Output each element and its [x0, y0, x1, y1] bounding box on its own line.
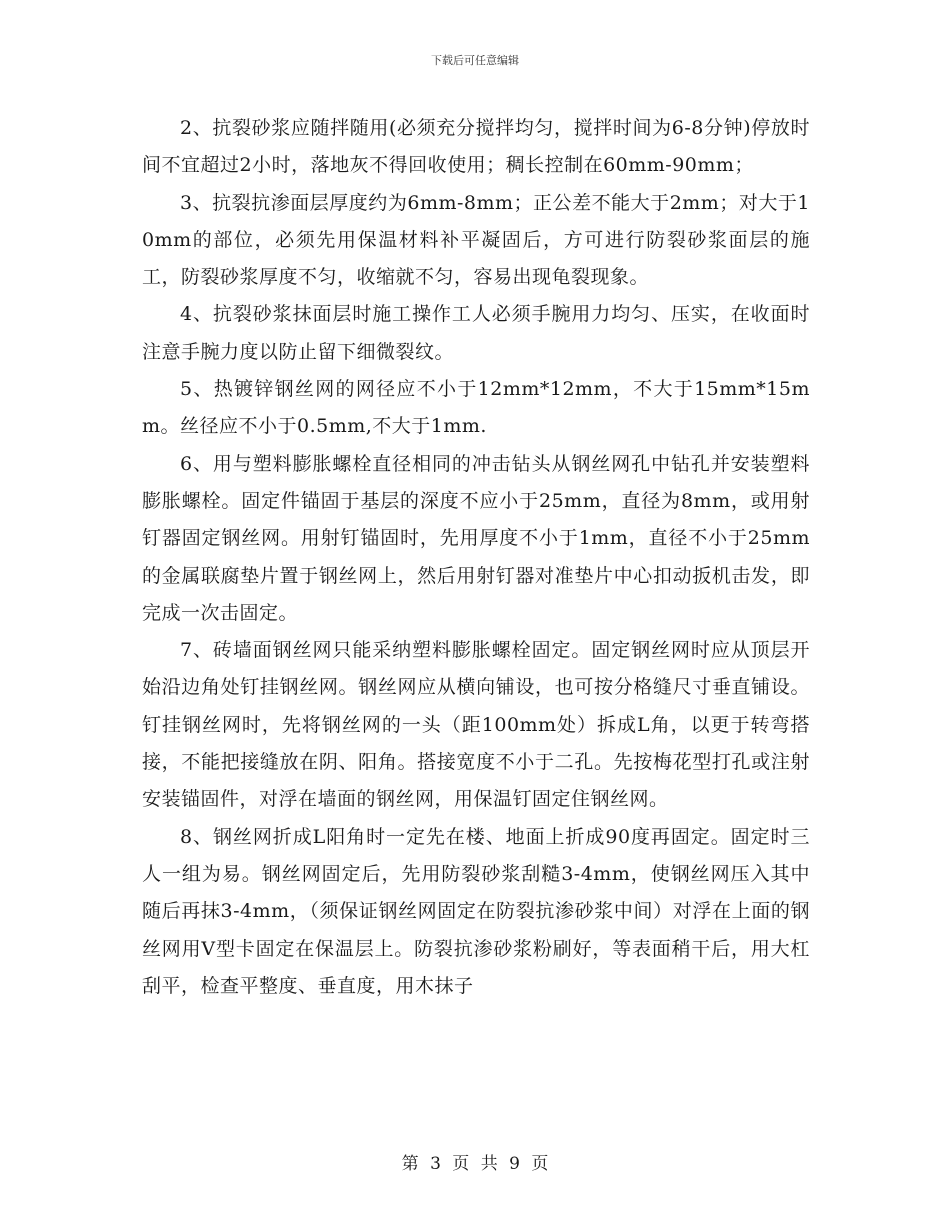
footer-page-unit: 页 — [452, 1154, 470, 1174]
paragraph-item-2: 2、抗裂砂浆应随拌随用(必须充分搅拌均匀，搅拌时间为6-8分钟)停放时间不宜超过2小时，落地灰不得回收使用；稠长控制在60mm-90mm； — [142, 117, 810, 177]
footer-page-number: 3 — [430, 1154, 441, 1174]
footer-total-pages: 9 — [509, 1154, 520, 1174]
paragraph-item-5: 5、热镀锌钢丝网的网径应不小于12mm*12mm，不大于15mm*15mm。丝径应不小于0.5mm,不大于1mm. — [142, 378, 810, 438]
footer-prefix: 第 — [401, 1154, 419, 1174]
page-footer — [0, 1154, 950, 1174]
paragraph-item-4: 4、抗裂砂浆抹面层时施工操作工人必须手腕用力均匀、压实，在收面时注意手腕力度以防止留下细微裂纹。 — [142, 303, 810, 363]
document-body — [142, 110, 810, 1005]
footer-total-prefix: 共 — [480, 1154, 498, 1174]
paragraph-item-6: 6、用与塑料膨胀螺栓直径相同的冲击钻头从钢丝网孔中钻孔并安装塑料膨胀螺栓。固定件锚固于基层的深度不应小于25mm，直径为8mm，或用射钉器固定钢丝网。用射钉锚固时，先用厚度不小于1mm，直径不小于25mm的金属联腐垫片置于钢丝网上，然后用射钉器对准垫片中心扣动扳机击发，即完成一次击固定。 — [142, 452, 810, 624]
paragraph-item-3: 3、抗裂抗渗面层厚度约为6mm-8mm；正公差不能大于2mm；对大于10mm的部位，必须先用保温材料补平凝固后，方可进行防裂砂浆面层的施工，防裂砂浆厚度不匀，收缩就不匀，容易出现龟裂现象。 — [142, 191, 810, 289]
paragraph-item-7: 7、砖墙面钢丝网只能采纳塑料膨胀螺栓固定。固定钢丝网时应从顶层开始沿边角处钉挂钢丝网。钢丝网应从横向铺设，也可按分格缝尺寸垂直铺设。钉挂钢丝网时，先将钢丝网的一头（距100mm处）拆成L角，以更于转弯搭接，不能把接缝放在阴、阳角。搭接宽度不小于二孔。先按梅花型打孔或注射安装锚固件，对浮在墙面的钢丝网，用保温钉固定住钢丝网。 — [142, 639, 810, 811]
paragraph-item-8: 8、钢丝网折成L阳角时一定先在楼、地面上折成90度再固定。固定时三人一组为易。钢丝网固定后，先用防裂砂浆刮糙3-4mm，使钢丝网压入其中随后再抹3-4mm，（须保证钢丝网固定在防裂抗渗砂浆中间）对浮在上面的钢丝网用V型卡固定在保温层上。防裂抗渗砂浆粉刷好，等表面稍干后，用大杠刮平，检查平整度、垂直度，用木抹子 — [142, 825, 810, 997]
page-header: 下载后可任意编辑 — [431, 54, 519, 67]
footer-total-unit: 页 — [531, 1154, 549, 1174]
